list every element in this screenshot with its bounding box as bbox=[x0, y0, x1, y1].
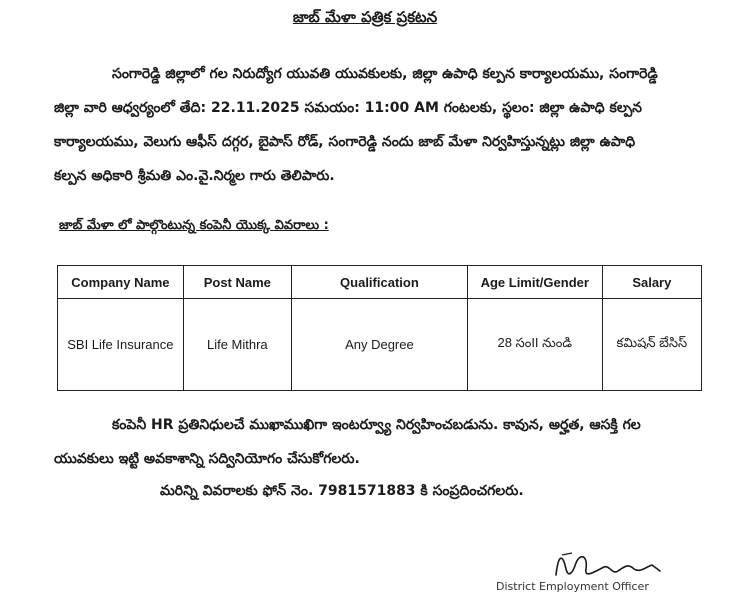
signature bbox=[548, 545, 678, 583]
paragraph-line: యువకులు ఇట్టి అవకాశాన్ని సద్వినియోగం చేసుకోగలరు. bbox=[54, 451, 360, 467]
paragraph-line: కార్యాలయము, వెలుగు ఆఫీస్ దగ్గర, బైపాస్ రోడ్, సంగారెడ్డి నందు జాబ్ మేళా నిర్వహిస్తున్నట్లు జిల్లా ఉపాధి bbox=[54, 134, 636, 150]
column-header-company: Company Name bbox=[58, 266, 184, 299]
table-header-row bbox=[58, 266, 702, 299]
column-header-qualification: Qualification bbox=[291, 266, 467, 299]
cell-age: 28 సంII నుండి bbox=[467, 299, 602, 391]
interview-paragraph bbox=[54, 408, 686, 476]
paragraph-line: కల్పన అధికారి శ్రీమతి ఎం.వై.నిర్మల గారు తెలిపారు. bbox=[54, 168, 335, 184]
document-title: జాబ్ మేళా పత్రిక ప్రకటన bbox=[292, 8, 438, 26]
paragraph-line: కంపెనీ HR ప్రతినిధులచే ముఖాముఖిగా ఇంటర్వ్యూ నిర్వహించబడును. కావున, అర్హత, ఆసక్తి గల bbox=[112, 417, 641, 433]
announcement-paragraph bbox=[54, 57, 686, 193]
cell-post: Life Mithra bbox=[183, 299, 291, 391]
signature-caption: District Employment Officer bbox=[496, 580, 649, 593]
paragraph-line: సంగారెడ్డి జిల్లాలో గల నిరుద్యోగ యువతి యువకులకు, జిల్లా ఉపాధి కల్పన కార్యాలయము, సంగారెడ్డి bbox=[112, 66, 658, 82]
table-heading: జాబ్ మేళా లో పాల్గొంటున్న కంపెనీ యొక్క వివరాలు : bbox=[59, 218, 329, 233]
company-details-table bbox=[57, 265, 702, 391]
column-header-age: Age Limit/Gender bbox=[467, 266, 602, 299]
paragraph-line: జిల్లా వారి ఆధ్వర్యంలో తేది: 22.11.2025 సమయం: 11:00 AM గంటలకు, స్థలం: జిల్లా ఉపాధి కల్పన bbox=[54, 100, 643, 116]
column-header-post: Post Name bbox=[183, 266, 291, 299]
column-header-salary: Salary bbox=[602, 266, 701, 299]
cell-qualification: Any Degree bbox=[291, 299, 467, 391]
cell-company: SBI Life Insurance bbox=[58, 299, 184, 391]
cell-salary: కమిషన్ బేసిస్ bbox=[602, 299, 701, 391]
contact-line: మరిన్ని వివరాలకు ఫోన్ నెం. 7981571883 కి సంప్రదించగలరు. bbox=[160, 483, 524, 499]
table-row bbox=[58, 299, 702, 391]
